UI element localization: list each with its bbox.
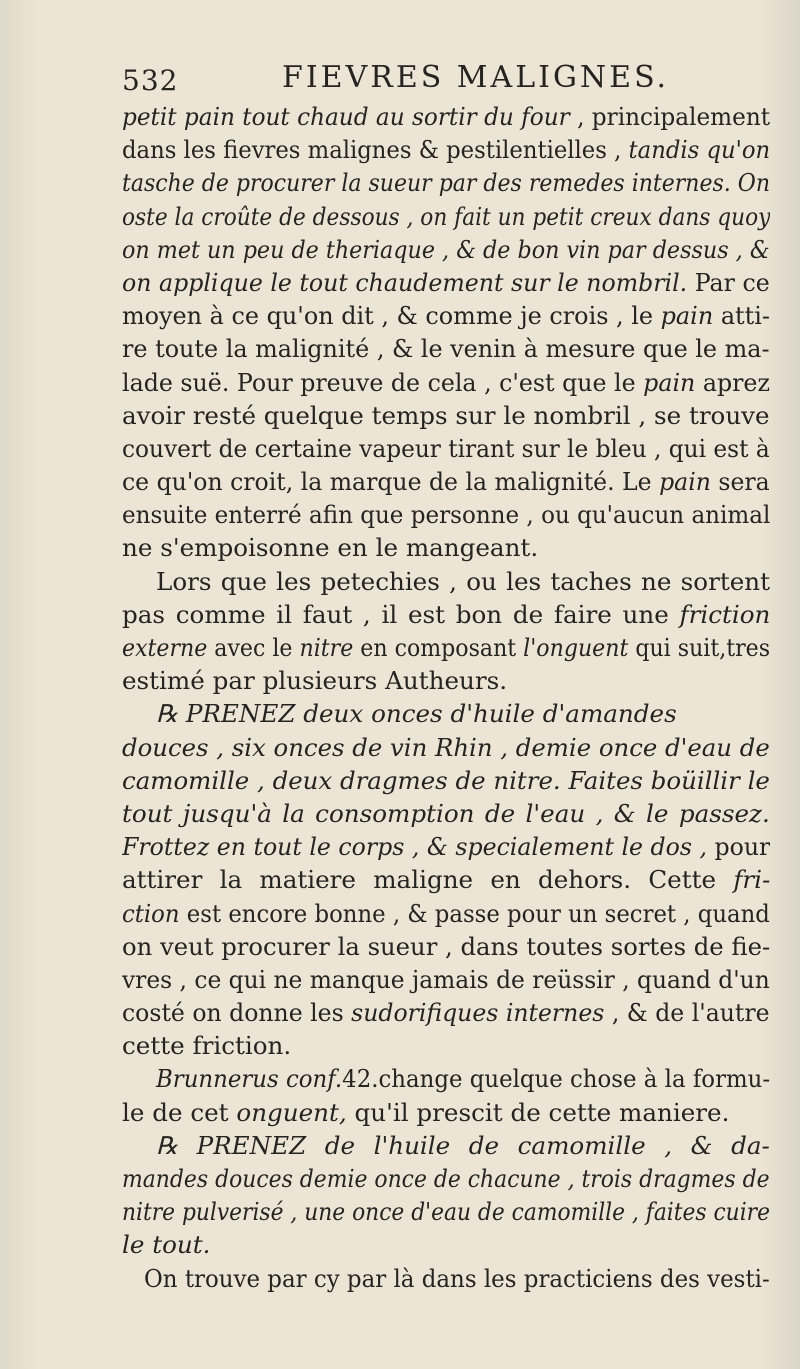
- italic-text: oste la croûte de dessous , on fait un petit creux dans quoy: [122, 201, 770, 231]
- roman-text: vres , ce qui ne manque jamais de reüssir , quand d'un: [122, 964, 770, 994]
- italic-text: fri-: [733, 865, 770, 895]
- text-line: [122, 233, 770, 266]
- text-line: [122, 863, 770, 896]
- text-line: [122, 830, 770, 863]
- italic-text: petit pain tout chaud au sortir du four: [122, 102, 570, 131]
- roman-text: pas comme il faut , il est bon de faire une: [122, 599, 680, 629]
- roman-text: 42.change quelque chose à la formu-: [342, 1064, 770, 1094]
- text-line: [122, 1029, 770, 1062]
- italic-text: nitre: [299, 633, 354, 662]
- roman-text: atti-: [713, 301, 770, 331]
- text-line: [122, 565, 770, 598]
- roman-text: pour: [707, 832, 770, 862]
- text-line: [122, 764, 770, 797]
- page-header: [122, 58, 762, 98]
- text-line: [122, 531, 770, 564]
- roman-text: costé on donne les: [122, 998, 352, 1028]
- roman-text: On trouve par cy par là dans les practiciens des vesti-: [144, 1263, 770, 1293]
- page-number: 532: [122, 64, 179, 97]
- text-line: [122, 963, 770, 996]
- italic-text: Frottez en tout le corps , & specialement le dos ,: [122, 832, 707, 862]
- italic-text: externe: [122, 633, 208, 662]
- text-line: [122, 332, 770, 365]
- roman-text: qu'il prescit de cette maniere.: [346, 1097, 730, 1127]
- text-line: [122, 498, 770, 531]
- italic-text: ℞ PRENEZ deux onces d'huile d'amandes: [156, 699, 677, 729]
- roman-text: attirer la matiere maligne en dehors. Cette: [122, 865, 734, 895]
- roman-text: ensuite enterré afin que personne , ou qu'aucun animal: [122, 500, 770, 530]
- text-line: [122, 731, 770, 764]
- text-line: [122, 1195, 770, 1228]
- roman-text: moyen à ce qu'on dit , & comme je crois , le: [122, 301, 661, 331]
- text-line: [122, 166, 770, 199]
- roman-text: , & de l'autre: [604, 998, 770, 1028]
- italic-text: on met un peu de theriaque , & de bon vin par dessus , &: [122, 234, 770, 264]
- roman-text: qui suit,tres: [628, 633, 770, 662]
- text-line: [122, 1262, 770, 1295]
- roman-text: , principalement: [569, 102, 770, 131]
- text-line: [122, 1062, 770, 1095]
- text-line: [122, 299, 770, 332]
- text-line: [122, 1162, 770, 1195]
- running-title: FIEVRES MALIGNES.: [282, 60, 670, 95]
- roman-text: Par ce: [687, 267, 770, 297]
- italic-text: pain: [659, 467, 711, 497]
- italic-text: friction: [679, 599, 770, 629]
- roman-text: re toute la malignité , & le venin à mesure que le ma-: [122, 334, 770, 364]
- italic-text: ction: [122, 898, 180, 928]
- text-line: [122, 664, 770, 697]
- text-line: [122, 631, 770, 664]
- text-line: [122, 266, 770, 299]
- roman-text: ne s'empoisonne en le mangeant.: [122, 533, 539, 563]
- italic-text: tasche de procurer la sueur par des remedes internes. On: [122, 168, 770, 198]
- italic-text: l'onguent: [523, 633, 629, 662]
- roman-text: lade suë. Pour preuve de cela , c'est que le: [122, 367, 644, 397]
- italic-text: sudorifiques internes: [351, 998, 605, 1028]
- text-line: [122, 200, 770, 233]
- italic-text: le tout.: [122, 1230, 211, 1260]
- italic-text: onguent,: [236, 1097, 347, 1127]
- text-line: [122, 366, 770, 399]
- roman-text: cette friction.: [122, 1031, 292, 1061]
- roman-text: estimé par plusieurs Autheurs.: [122, 666, 508, 696]
- roman-text: en composant: [353, 633, 524, 662]
- text-line: [122, 897, 770, 930]
- roman-text: avec le: [207, 633, 300, 662]
- italic-text: douces , six onces de vin Rhin , demie once d'eau de: [122, 732, 770, 762]
- italic-text: nitre pulverisé , une once d'eau de camomille , faites cuire: [122, 1197, 770, 1227]
- italic-text: tandis qu'on: [628, 135, 770, 165]
- text-line: [122, 100, 770, 133]
- text-line: [122, 1096, 770, 1129]
- text-line: [122, 697, 770, 730]
- roman-text: on veut procurer la sueur , dans toutes sortes de fie-: [122, 931, 770, 961]
- text-line: [122, 598, 770, 631]
- text-line: [122, 930, 770, 963]
- text-line: [122, 1129, 770, 1162]
- italic-text: pain: [643, 367, 696, 397]
- roman-text: dans les fievres malignes & pestilentielles ,: [122, 135, 629, 165]
- italic-text: tout jusqu'à la consomption de l'eau , & le passez.: [122, 798, 770, 828]
- roman-text: le de cet: [122, 1097, 237, 1127]
- italic-text: mandes douces demie once de chacune , trois dragmes de: [122, 1164, 770, 1193]
- italic-text: on applique le tout chaudement sur le nombril.: [122, 267, 688, 297]
- roman-text: aprez: [695, 367, 770, 397]
- roman-text: couvert de certaine vapeur tirant sur le bleu , qui est à: [122, 433, 770, 463]
- italic-text: ℞ PRENEZ de l'huile de camomille , & da-: [156, 1130, 770, 1160]
- italic-text: camomille , deux dragmes de nitre. Faites boüillir le: [122, 765, 770, 795]
- text-line: [122, 996, 770, 1029]
- text-line: [122, 133, 770, 166]
- text-line: [122, 797, 770, 830]
- roman-text: avoir resté quelque temps sur le nombril , se trouve: [122, 400, 770, 430]
- text-line: [122, 399, 770, 432]
- body-text: [122, 100, 770, 1295]
- text-line: [122, 1228, 770, 1261]
- roman-text: Lors que les petechies , ou les taches ne sortent: [156, 566, 770, 596]
- text-line: [122, 432, 770, 465]
- roman-text: ce qu'on croit, la marque de la malignité. Le: [122, 467, 660, 497]
- text-line: [122, 465, 770, 498]
- italic-text: pain: [660, 301, 714, 331]
- italic-text: Brunnerus conf.: [156, 1064, 343, 1094]
- roman-text: est encore bonne , & passe pour un secret , quand: [179, 898, 770, 928]
- roman-text: sera: [710, 467, 770, 497]
